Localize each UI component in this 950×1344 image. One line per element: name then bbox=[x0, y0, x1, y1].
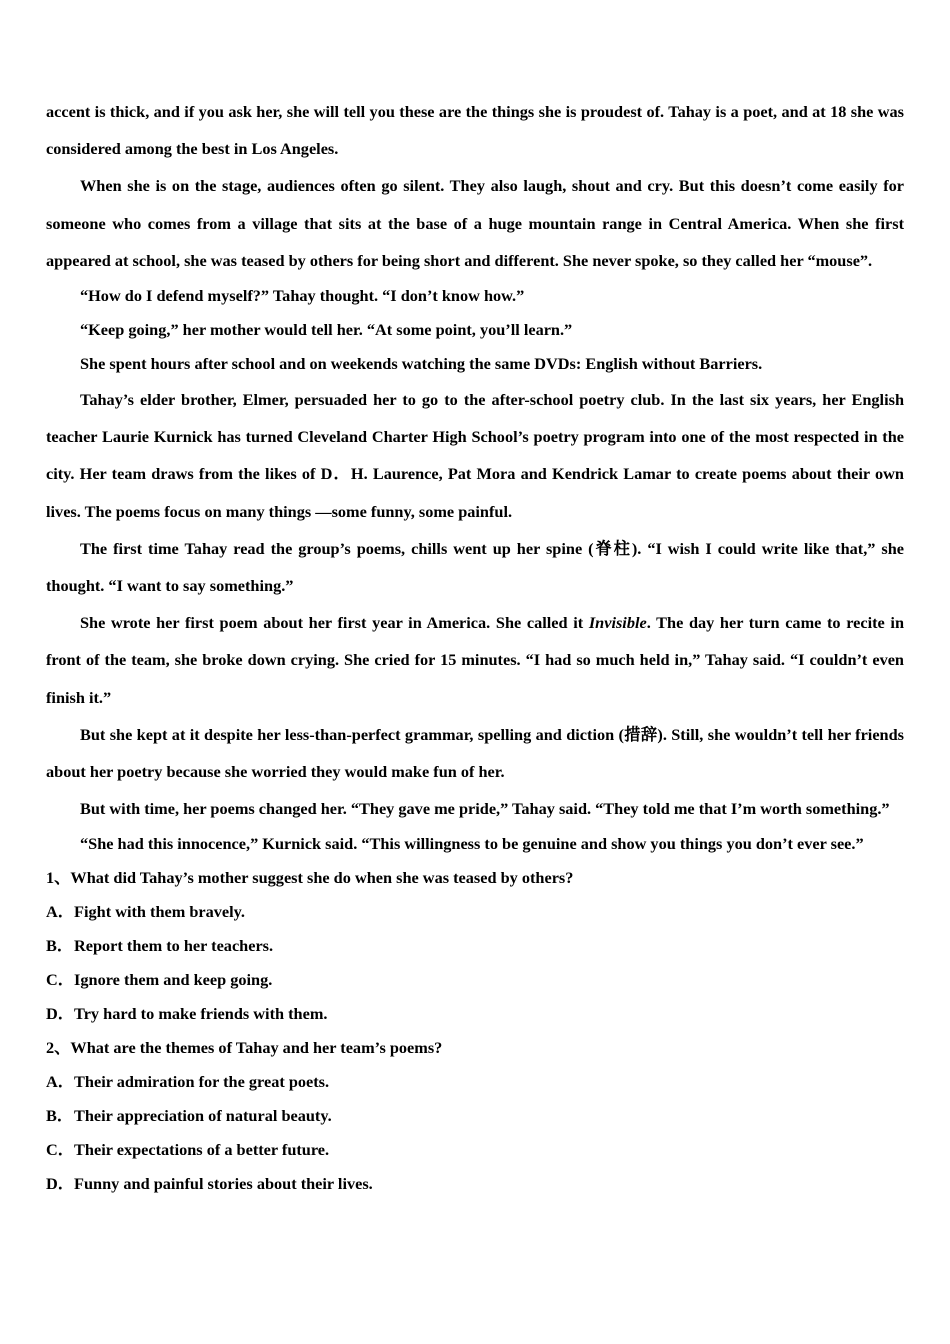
option-c[interactable] bbox=[46, 1133, 904, 1167]
option-text: Funny and painful stories about their lives. bbox=[74, 1174, 373, 1194]
option-b[interactable] bbox=[46, 929, 904, 963]
paragraph-8 bbox=[46, 604, 904, 716]
option-text: Fight with them bravely. bbox=[74, 902, 245, 922]
question-stem: 2、What are the themes of Tahay and her team’s poems? bbox=[46, 1038, 443, 1058]
paragraph-9: But she kept at it despite her less-than-perfect grammar, spelling and diction (措辞). Still, she wouldn’t tell her friends about her poetry because she worried they would make fun of her. bbox=[46, 724, 904, 782]
question-1 bbox=[46, 861, 904, 1031]
paragraph-6: Tahay’s elder brother, Elmer, persuaded her to go to the after-school poetry club. In the last six years, her English teacher Laurie Kurnick has turned Cleveland Charter High School’s poetry program into one of the most respected in the city. Her team draws from the likes of D．H. Laurence, Pat Mora and Kendrick Lamar to create poems about their own lives. The poems focus on many things —some funny, some painful. bbox=[46, 390, 904, 521]
option-letter: B． bbox=[46, 936, 74, 956]
paragraph-3: “How do I defend myself?” Tahay thought. “I don’t know how.” bbox=[80, 286, 525, 306]
paragraph-10: But with time, her poems changed her. “They gave me pride,” Tahay said. “They told me that I’m worth something.” bbox=[80, 799, 890, 819]
option-text: Try hard to make friends with them. bbox=[74, 1004, 328, 1024]
paragraph-4: “Keep going,” her mother would tell her. “At some point, you’ll learn.” bbox=[80, 320, 573, 340]
option-d[interactable] bbox=[46, 997, 904, 1031]
question-stem: 1、What did Tahay’s mother suggest she do when she was teased by others? bbox=[46, 868, 574, 888]
option-letter: D． bbox=[46, 1174, 75, 1194]
paragraph-1: accent is thick, and if you ask her, she will tell you these are the things she is proudest of. Tahay is a poet, and at 18 she was considered among the best in Los Angeles. bbox=[46, 102, 904, 159]
poem-title: Invisible bbox=[588, 613, 647, 633]
option-a[interactable] bbox=[46, 895, 904, 929]
question-2 bbox=[46, 1031, 904, 1201]
option-text: Ignore them and keep going. bbox=[74, 970, 273, 990]
option-letter: A． bbox=[46, 1072, 75, 1092]
option-letter: A． bbox=[46, 902, 75, 922]
option-letter: B． bbox=[46, 1106, 74, 1126]
option-c[interactable] bbox=[46, 963, 904, 997]
option-b[interactable] bbox=[46, 1099, 904, 1133]
option-a[interactable] bbox=[46, 1065, 904, 1099]
paragraph-8-start: She wrote her first poem about her first year in America. She called it bbox=[80, 613, 589, 633]
option-text: Their appreciation of natural beauty. bbox=[74, 1106, 332, 1126]
option-d[interactable] bbox=[46, 1167, 904, 1201]
option-letter: D． bbox=[46, 1004, 75, 1024]
option-letter: C． bbox=[46, 1140, 75, 1160]
option-text: Report them to her teachers. bbox=[74, 936, 274, 956]
option-text: Their admiration for the great poets. bbox=[74, 1072, 330, 1092]
paragraph-8-end: . The day her turn came to recite in front of the team, she broke down crying. She cried for 15 minutes. “I had so much held in,” Tahay said. “I couldn’t even finish it.” bbox=[46, 613, 905, 707]
option-text: Their expectations of a better future. bbox=[74, 1140, 330, 1160]
paragraph-5: She spent hours after school and on weekends watching the same DVDs: English without Barriers. bbox=[80, 354, 763, 374]
paragraph-7: The first time Tahay read the group’s poems, chills went up her spine (脊柱). “I wish I could write like that,” she thought. “I want to say something.” bbox=[46, 538, 904, 596]
passage-body bbox=[46, 93, 904, 1201]
option-letter: C． bbox=[46, 970, 75, 990]
paragraph-2: When she is on the stage, audiences often go silent. They also laugh, shout and cry. But this doesn’t come easily for someone who comes from a village that sits at the base of a huge mountain range in Central America. When she first appeared at school, she was teased by others for being short and different. She never spoke, so they called her “mouse”. bbox=[46, 176, 904, 270]
paragraph-11: “She had this innocence,” Kurnick said. “This willingness to be genuine and show you things you don’t ever see.” bbox=[80, 834, 864, 854]
